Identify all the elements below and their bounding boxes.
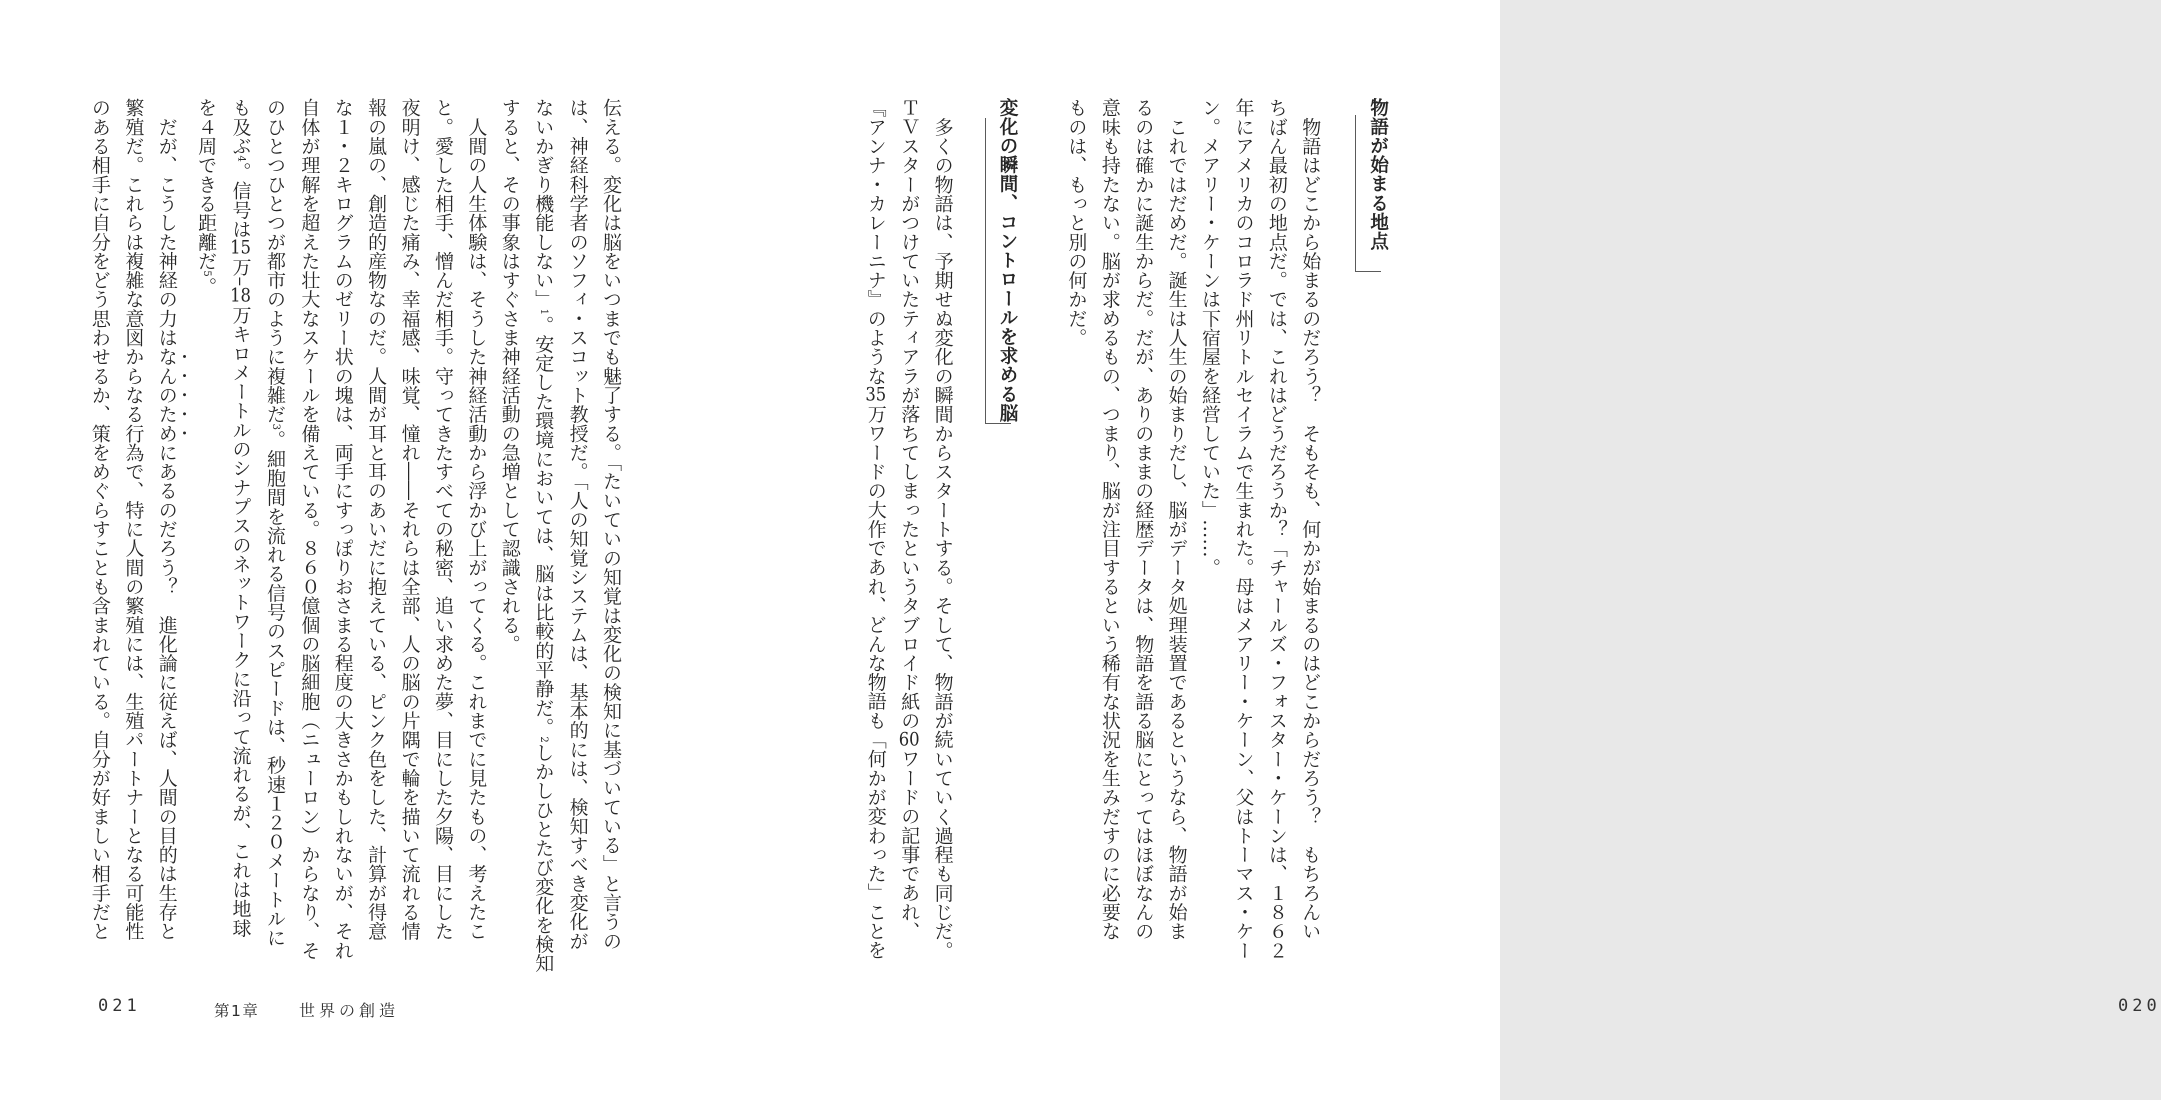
horizontal-in-vertical-number: 60	[898, 729, 920, 749]
text-run: を４周できる距離だ	[195, 98, 218, 271]
section2-columns	[858, 98, 958, 960]
text-run: も及ぶ	[229, 98, 252, 156]
text-run: 。細胞間を流れる信号のスピードは、秒速１２０メートルに	[263, 429, 286, 947]
text-run: 多くの物語は、予期せぬ変化の瞬間からスタートする。そして、物語が続いていく過程も同じだ。	[931, 98, 954, 960]
text-column	[892, 98, 925, 960]
footnote-marker: 4	[235, 155, 247, 162]
footnote-marker: 3	[269, 423, 281, 430]
text-column	[1259, 98, 1292, 960]
text-run: ちばん最初の地点だ。では、これはどうだろうか？「チャールズ・フォスター・ケーンは、１８６２	[1265, 98, 1288, 960]
text-run: 万–	[229, 257, 252, 287]
text-column	[392, 98, 425, 960]
text-run: と。愛した相手、憎んだ相手。守ってきたすべての秘密、追い求めた夢、目にした夕陽、目にした	[431, 98, 454, 941]
emphasis-dots-text: なんのため	[155, 346, 178, 443]
text-run: 人間の人生体験は、そうした神経活動から浮かび上がってくる。これまでに見たもの、考えたこ	[465, 98, 488, 941]
text-run: 万キロメートルのシナプスのネットワークに沿って流れるが、これは地球	[229, 305, 252, 938]
footnote-marker: 1	[538, 308, 550, 316]
text-column	[526, 98, 560, 973]
text-column	[116, 98, 149, 960]
text-column	[492, 98, 525, 960]
text-run: 意味も持たない。脳が求めるもの、つまり、脳が注目するという稀有な状況を生みだすのに必要な	[1098, 98, 1121, 941]
text-run: だが、こうした神経の力は	[155, 98, 178, 347]
text-run: 自体が理解を超えた壮大なスケールを備えている。８６０億個の脳細胞（ニューロン）からなり、そ	[298, 98, 321, 960]
page-right	[750, 0, 2161, 1100]
text-column	[858, 98, 891, 960]
horizontal-in-vertical-number: 15	[230, 238, 251, 258]
text-run: 伝える。変化は脳をいつまでも魅了する。「たいていの知覚は変化の検知に基づいている」と言うの	[600, 98, 622, 951]
page-left	[0, 0, 750, 1100]
footnote-marker: 5	[201, 270, 213, 277]
text-column	[560, 98, 593, 960]
section-heading-story-start: 物語が始まる地点	[1361, 98, 1394, 258]
text-column	[83, 98, 116, 960]
text-run: 万ワードの大作であれ、どんな物語も「何かが変わった」ことを	[864, 404, 887, 960]
text-run: 報の嵐の、創造的産物なのだ。人間が耳と耳のあいだに抱えている、ピンク色をした、計算が得意	[365, 98, 388, 941]
text-run: 。	[195, 276, 218, 296]
text-run: 年にアメリカのコロラド州リトルセイラムで生まれた。母はメアリー・ケーン、父はトーマス・ケー	[1232, 98, 1255, 960]
text-column	[925, 98, 958, 960]
text-column	[1126, 98, 1159, 960]
text-run: な１・２キログラムのゼリー状の塊は、両手にすっぽりおさまる程度の大きさかもしれないが、それ	[331, 98, 354, 960]
text-run: 繁殖だ。これらは複雑な意図からなる行為で、特に人間の繁殖には、生殖パートナーとなる可能性	[122, 98, 145, 941]
text-column	[459, 98, 492, 960]
page-number-right: 020	[2118, 996, 2161, 1016]
text-column	[325, 98, 358, 960]
text-run: のひとつひとつが都市のように複雑だ	[263, 98, 286, 424]
text-column	[1092, 98, 1125, 960]
text-column	[1059, 98, 1092, 960]
text-run: すると、その事象はすぐさま神経活動の急増として認識される。	[498, 98, 521, 654]
text-column	[1293, 98, 1326, 960]
text-run: 。信号は	[229, 161, 252, 239]
page-number-left: 021	[98, 996, 141, 1016]
text-column	[189, 98, 223, 960]
text-column	[1159, 98, 1192, 960]
text-run: ものは、もっと別の何かだ。	[1065, 98, 1088, 347]
text-run: 。安定した環境においては、脳は比較的平静だ。	[532, 315, 555, 737]
text-column	[594, 98, 627, 960]
text-column	[258, 98, 292, 960]
text-column	[292, 98, 325, 960]
horizontal-in-vertical-number: 18	[230, 286, 251, 306]
horizontal-in-vertical-number: 35	[865, 385, 887, 405]
section-heading-moment-of-change: 変化の瞬間、コントロールを求める脳	[991, 98, 1024, 410]
text-column	[1193, 98, 1226, 960]
text-run: ワードの記事であれ、	[898, 748, 921, 941]
text-run: は、神経科学者のソフィ・スコット教授だ。「人の知覚システムは、基本的には、検知すべき変化が	[566, 98, 589, 951]
chapter-title: 世界の創造	[299, 1001, 400, 1020]
text-column	[1226, 98, 1259, 960]
text-run: にあるのだろう？ 進化論に従えば、人間の目的は生存と	[155, 442, 178, 941]
section1-columns	[1059, 98, 1326, 960]
chapter-label: 第1章	[214, 1002, 260, 1020]
left-page-body	[83, 98, 628, 973]
text-run: 物語はどこから始まるのだろう？ そもそも、何かが始まるのはどこからだろう？ もちろんい	[1299, 98, 1322, 941]
text-column	[426, 98, 459, 960]
text-run: これではだめだ。誕生は人生の始まりだし、脳がデータ処理装置であるというなら、物語が始ま	[1165, 98, 1188, 941]
text-column	[359, 98, 392, 960]
text-run: 『アンナ・カレーニナ』のような	[864, 98, 887, 386]
text-run: るのは確かに誕生からだ。だが、ありのままの経歴データは、物語を語る脳にとってはほぼなんの	[1132, 98, 1155, 941]
text-run: ン。メアリー・ケーンは下宿屋を経営していた」……。	[1199, 98, 1222, 577]
right-page-body	[858, 98, 1410, 960]
text-run: ＴＶスターがつけていたティアラが落ちてしまったというタブロイド紙の	[898, 98, 921, 730]
left-page-columns	[83, 98, 628, 973]
text-run: のある相手に自分をどう思わせるか、策をめぐらすことも含まれている。自分が好ましい相手だと	[88, 98, 111, 941]
footnote-marker: 2	[538, 736, 550, 743]
text-run: ないかぎり機能しない」	[532, 98, 555, 309]
text-run: 夜明け、感じた痛み、幸福感、味覚、憧れ――それらは全部、人の脳の片隅で輪を描いて流れる情	[398, 98, 421, 941]
text-column	[149, 98, 188, 960]
text-run: しかしひとたび変化を検知	[532, 742, 555, 973]
text-column	[223, 98, 257, 960]
